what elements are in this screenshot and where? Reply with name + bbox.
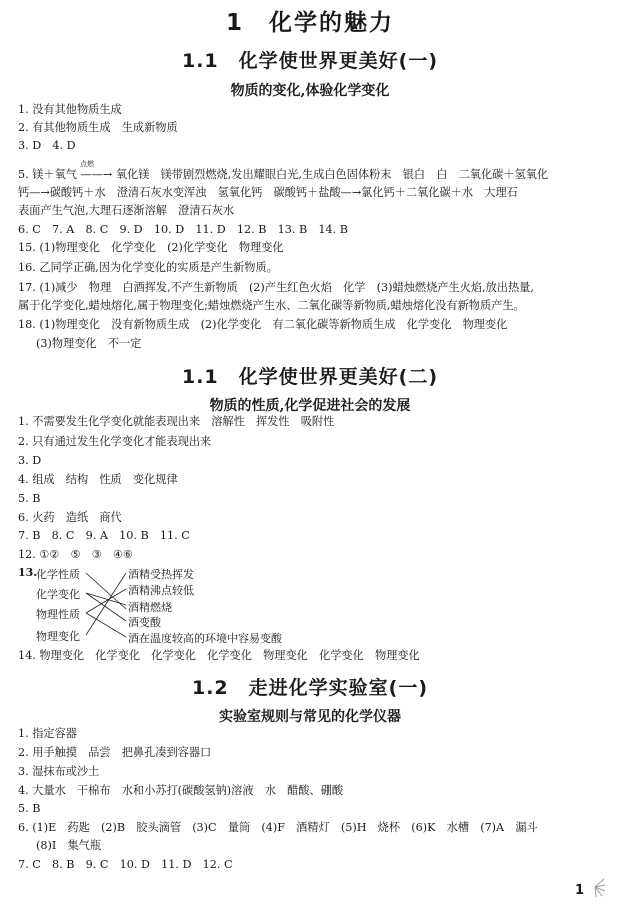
arrow-condition-note: 点燃 (80, 160, 94, 168)
answer-line: 15. (1)物理变化 化学变化 (2)化学变化 物理变化 (18, 241, 284, 254)
section-subtitle-2: 物质的性质,化学促进社会的发展 (209, 398, 411, 414)
answer-line: 6. (1)E 药匙 (2)B 胶头滴管 (3)C 量筒 (4)F 酒精灯 (5)H 烧杯 (6)K 水槽 (7)A 漏斗 (18, 821, 538, 834)
answer-line: 表面产生气泡,大理石逐渐溶解 澄清石灰水 (18, 204, 235, 217)
matching-left-item: 物理性质 (36, 608, 80, 621)
answer-line: 3. D 4. D (18, 139, 76, 152)
matching-number: 13. (18, 566, 38, 579)
answer-line: 7. B 8. C 9. A 10. B 11. C (18, 529, 190, 542)
section-title-3: 1.2 走进化学实验室(一) (191, 677, 429, 699)
answer-line: 16. 乙同学正确,因为化学变化的实质是产生新物质。 (18, 261, 278, 274)
matching-right-item: 酒精沸点较低 (128, 584, 194, 597)
matching-line (86, 593, 126, 605)
page-number: 1 (574, 883, 584, 898)
answer-line: 6. 火药 造纸 商代 (18, 511, 122, 524)
matching-left-item: 化学性质 (36, 568, 80, 581)
answer-line: 1. 指定容器 (18, 727, 77, 740)
page-corner-ornament-icon (584, 876, 606, 898)
answer-line: 3. D (18, 454, 42, 467)
matching-right-item: 酒精受热挥发 (128, 568, 194, 581)
matching-left-item: 物理变化 (36, 630, 80, 643)
matching-right-item: 酒在温度较高的环境中容易变酸 (128, 632, 282, 645)
answer-line: 5. B (18, 802, 41, 815)
chapter-title: 1 化学的魅力 (225, 10, 394, 36)
answer-line: 7. C 8. B 9. C 10. D 11. D 12. C (18, 858, 233, 871)
answer-line: 2. 用手触摸 品尝 把鼻孔凑到容器口 (18, 746, 212, 759)
matching-diagram (18, 566, 318, 644)
section-subtitle-3: 实验室规则与常见的化学仪器 (219, 709, 401, 725)
matching-left-item: 化学变化 (36, 588, 80, 601)
answer-line: 4. 组成 结构 性质 变化规律 (18, 473, 178, 486)
answer-line: 钙—→碳酸钙＋水 澄清石灰水变浑浊 氢氧化钙 碳酸钙＋盐酸—→氯化钙＋二氧化碳＋水 大理石 (18, 186, 518, 199)
answer-line: 5. B (18, 492, 41, 505)
matching-right-item: 酒变酸 (128, 616, 161, 629)
answer-line: 5. 镁＋氧气 ——→ 氧化镁 镁带剧烈燃烧,发出耀眼白光,生成白色固体粉末 银白 白 二氧化碳＋氢氧化 (18, 168, 549, 181)
answer-line: 2. 只有通过发生化学变化才能表现出来 (18, 435, 212, 448)
section-subtitle-1: 物质的变化,体验化学变化 (230, 83, 390, 99)
matching-lines (18, 566, 318, 646)
answer-line: 1. 不需要发生化学变化就能表现出来 溶解性 挥发性 吸附性 (18, 415, 335, 428)
matching-right-item: 酒精燃烧 (128, 601, 172, 614)
answer-line: 1. 没有其他物质生成 (18, 103, 122, 116)
matching-line (86, 589, 126, 613)
answer-line: 14. 物理变化 化学变化 化学变化 化学变化 物理变化 化学变化 物理变化 (18, 649, 420, 662)
answer-line: (3)物理变化 不一定 (36, 337, 142, 350)
answer-line: 12. ①② ⑤ ③ ④⑥ (18, 548, 134, 561)
answer-line: 6. C 7. A 8. C 9. D 10. D 11. D 12. B 13. B 14. B (18, 223, 348, 236)
answer-line: 4. 大量水 干棉布 水和小苏打(碳酸氢钠)溶液 水 醋酸、硼酸 (18, 784, 344, 797)
answer-line: 17. (1)减少 物理 白酒挥发,不产生新物质 (2)产生红色火焰 化学 (3)蜡烛燃烧产生火焰,放出热量, (18, 281, 534, 294)
answer-line: 18. (1)物理变化 没有新物质生成 (2)化学变化 有二氧化碳等新物质生成 化学变化 物理变化 (18, 318, 508, 331)
answer-line: (8)I 集气瓶 (36, 839, 102, 852)
section-title-1: 1.1 化学使世界更美好(一) (181, 50, 439, 72)
section-title-2: 1.1 化学使世界更美好(二) (181, 366, 439, 388)
answer-line: 3. 湿抹布或沙土 (18, 765, 100, 778)
answer-line: 属于化学变化,蜡烛熔化,属于物理变化;蜡烛燃烧产生水、二氧化碳等新物质,蜡烛熔化没有新物质产生。 (18, 299, 525, 312)
answer-line: 2. 有其他物质生成 生成新物质 (18, 121, 178, 134)
